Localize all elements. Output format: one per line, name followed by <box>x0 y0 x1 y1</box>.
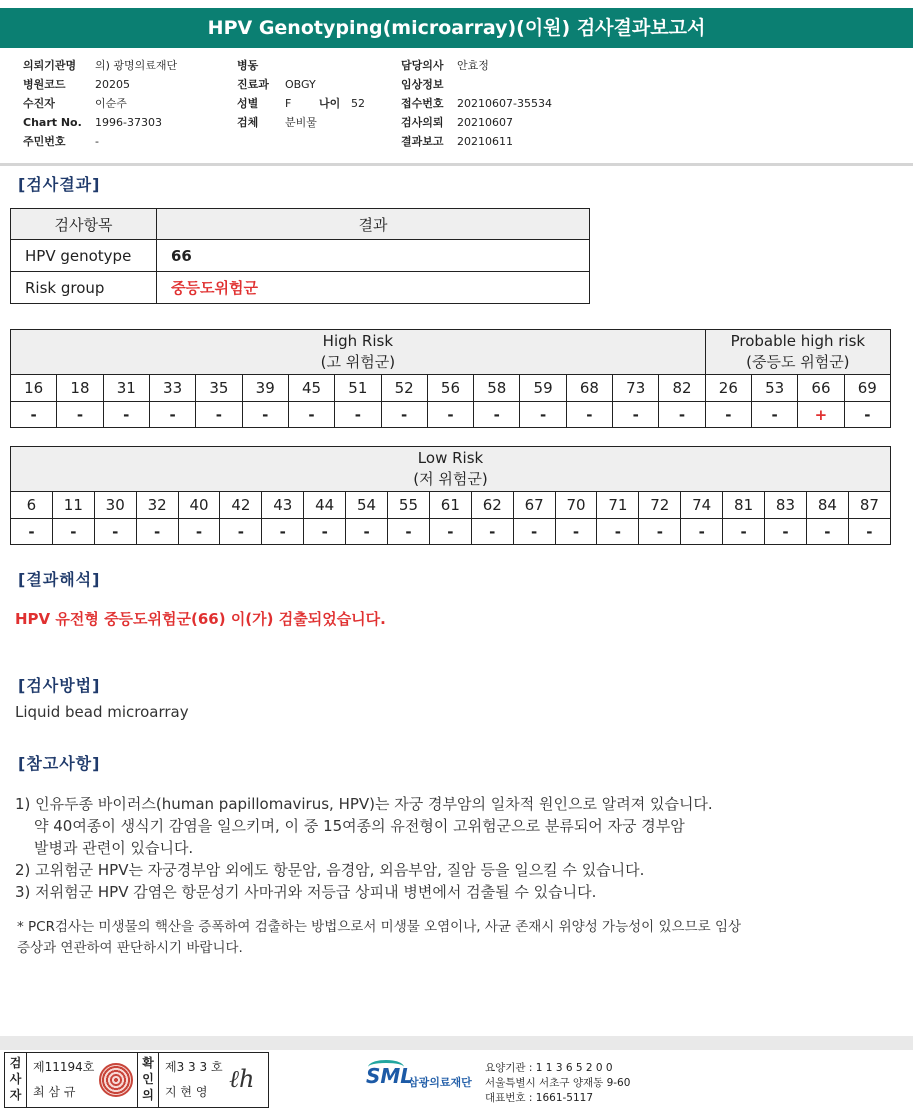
low-risk-sublabel: (저 위험군) <box>413 470 488 488</box>
genotype-mark: - <box>752 402 798 428</box>
genotype-mark: - <box>346 519 388 545</box>
genotype-number: 62 <box>471 492 513 519</box>
meta-value: 20210607-35534 <box>457 97 552 110</box>
low-risk-header <box>11 447 891 492</box>
meta-value: 이순주 <box>95 97 127 110</box>
meta-value: 20205 <box>95 78 130 91</box>
genotype-number: 42 <box>220 492 262 519</box>
lab-info <box>485 1061 630 1106</box>
section-title-result: [검사결과] <box>18 175 101 194</box>
note-line: 발병과 관련이 있습니다. <box>34 839 194 857</box>
table-row <box>11 240 590 272</box>
meta-value: - <box>95 135 99 148</box>
meta-value: 안효정 <box>457 59 489 72</box>
genotype-number: 53 <box>752 375 798 402</box>
genotype-mark-row <box>11 519 891 545</box>
genotype-mark: - <box>427 402 473 428</box>
confirmer-name: 지 현 영 <box>165 1085 208 1099</box>
genotype-mark: - <box>388 519 430 545</box>
genotype-mark: - <box>659 402 705 428</box>
genotype-mark: - <box>262 519 304 545</box>
genotype-mark: - <box>765 519 807 545</box>
genotype-mark: - <box>471 519 513 545</box>
meta-label: 의뢰기관명 <box>23 59 77 72</box>
lab-phone: 대표번호 : 1661-5117 <box>485 1092 594 1104</box>
genotype-mark: - <box>136 519 178 545</box>
genotype-mark: - <box>242 402 288 428</box>
table-row <box>11 272 590 304</box>
genotype-number-row <box>11 375 891 402</box>
age-value: 52 <box>351 97 365 110</box>
genotype-mark: - <box>520 402 566 428</box>
result-item: HPV genotype <box>11 240 157 272</box>
genotype-mark: - <box>597 519 639 545</box>
meta-label: 병동 <box>237 59 259 72</box>
probable-risk-header <box>705 330 890 375</box>
genotype-mark: - <box>555 519 597 545</box>
result-genotype-value: 66 <box>157 240 590 272</box>
meta-value: 20210607 <box>457 116 513 129</box>
section-title-interpretation: [결과해석] <box>18 570 101 589</box>
meta-value: 의) 광명의료재단 <box>95 59 178 72</box>
genotype-mark: - <box>613 402 659 428</box>
header-divider <box>0 163 913 166</box>
result-risk-value: 중등도위험군 <box>157 272 590 304</box>
meta-value: 분비물 <box>285 116 317 129</box>
genotype-number: 84 <box>806 492 848 519</box>
genotype-number: 45 <box>288 375 334 402</box>
genotype-mark: - <box>196 402 242 428</box>
genotype-number: 68 <box>566 375 612 402</box>
result-header-value: 결과 <box>157 209 590 240</box>
genotype-mark: - <box>304 519 346 545</box>
genotype-number: 58 <box>474 375 520 402</box>
genotype-number: 67 <box>513 492 555 519</box>
tester-label <box>5 1053 27 1107</box>
genotype-number: 55 <box>388 492 430 519</box>
genotype-mark: - <box>57 402 103 428</box>
genotype-positive-mark: + <box>798 402 844 428</box>
footnote <box>17 917 897 959</box>
meta-label: 성별 <box>237 97 259 110</box>
genotype-mark-row <box>11 402 891 428</box>
genotype-number: 59 <box>520 375 566 402</box>
result-header-item: 검사항목 <box>11 209 157 240</box>
high-risk-sublabel: (고 위험군) <box>320 353 396 371</box>
genotype-number: 33 <box>149 375 195 402</box>
genotype-number: 16 <box>11 375 57 402</box>
genotype-number: 72 <box>639 492 681 519</box>
meta-label: 주민번호 <box>23 135 66 148</box>
genotype-number: 83 <box>765 492 807 519</box>
genotype-number: 81 <box>723 492 765 519</box>
lab-address: 서울특별시 서초구 양재동 9-60 <box>485 1077 631 1089</box>
genotype-number: 66 <box>798 375 844 402</box>
genotype-number: 6 <box>11 492 53 519</box>
age-label: 나이 <box>319 97 341 110</box>
genotype-number-row <box>11 492 891 519</box>
genotype-number: 70 <box>555 492 597 519</box>
probable-risk-label: Probable high risk <box>730 332 866 350</box>
genotype-mark: - <box>429 519 471 545</box>
genotype-mark: - <box>178 519 220 545</box>
genotype-number: 39 <box>242 375 288 402</box>
genotype-number: 51 <box>335 375 381 402</box>
result-item: Risk group <box>11 272 157 304</box>
genotype-mark: - <box>11 402 57 428</box>
meta-value: 20210611 <box>457 135 513 148</box>
meta-label: 결과보고 <box>401 135 444 148</box>
meta-label: 담당의사 <box>401 59 444 72</box>
meta-label: 검사의뢰 <box>401 116 444 129</box>
genotype-mark: - <box>149 402 195 428</box>
footer-divider <box>0 1036 913 1050</box>
meta-label: 병원코드 <box>23 78 66 91</box>
signature-box <box>4 1052 269 1108</box>
genotype-number: 56 <box>427 375 473 402</box>
note-line: 2) 고위험군 HPV는 자궁경부암 외에도 항문암, 음경암, 외음부암, 질암 등을 일으킬 수 있습니다. <box>15 861 645 879</box>
genotype-mark: - <box>705 402 751 428</box>
genotype-number: 30 <box>94 492 136 519</box>
genotype-number: 43 <box>262 492 304 519</box>
notes-list <box>15 793 713 903</box>
genotype-mark: - <box>723 519 765 545</box>
genotype-mark: - <box>94 519 136 545</box>
meta-column-2: 병동 진료과 OBGY 성별 F 나이 52 검체 분비물 <box>237 56 365 132</box>
seal-icon <box>99 1063 133 1097</box>
lab-code: 요양기관 : 1 1 3 6 5 2 0 0 <box>485 1062 613 1074</box>
genotype-number: 31 <box>103 375 149 402</box>
meta-value: OBGY <box>285 78 316 91</box>
confirmer-license: 제3 3 3 호 <box>165 1060 223 1074</box>
confirmer-label-text: 확인의 <box>142 1056 154 1102</box>
note-line: 3) 저위험군 HPV 감염은 항문성기 사마귀와 저등급 상피내 병변에서 검출될 수 있습니다. <box>15 883 597 901</box>
genotype-number: 11 <box>52 492 94 519</box>
genotype-number: 40 <box>178 492 220 519</box>
high-risk-table <box>10 329 891 428</box>
genotype-mark: - <box>681 519 723 545</box>
tester-license: 제11194호 <box>33 1060 95 1074</box>
genotype-number: 74 <box>681 492 723 519</box>
genotype-mark: - <box>288 402 334 428</box>
interpretation-text: HPV 유전형 중등도위험군(66) 이(가) 검출되었습니다. <box>15 610 386 628</box>
genotype-number: 82 <box>659 375 705 402</box>
genotype-number: 69 <box>844 375 890 402</box>
high-risk-label: High Risk <box>322 332 394 350</box>
low-risk-table <box>10 446 891 545</box>
genotype-number: 26 <box>705 375 751 402</box>
lab-logo <box>366 1060 476 1100</box>
genotype-mark: - <box>848 519 890 545</box>
genotype-mark: - <box>566 402 612 428</box>
genotype-mark: - <box>52 519 94 545</box>
section-title-method: [검사방법] <box>18 676 101 695</box>
genotype-number: 35 <box>196 375 242 402</box>
high-risk-header <box>11 330 706 375</box>
genotype-mark: - <box>844 402 890 428</box>
probable-risk-sublabel: (중등도 위험군) <box>746 353 850 371</box>
meta-value: 1996-37303 <box>95 116 162 129</box>
genotype-number: 61 <box>429 492 471 519</box>
report-title: HPV Genotyping(microarray)(이원) 검사결과보고서 <box>0 8 913 48</box>
meta-label: Chart No. <box>23 116 82 129</box>
genotype-number: 52 <box>381 375 427 402</box>
method-text: Liquid bead microarray <box>15 703 189 721</box>
meta-column-1 <box>23 56 177 151</box>
genotype-number: 18 <box>57 375 103 402</box>
meta-label: 검체 <box>237 116 259 129</box>
lab-name: 삼광의료재단 <box>408 1076 472 1089</box>
genotype-number: 44 <box>304 492 346 519</box>
signature-icon: ℓh <box>229 1065 255 1093</box>
meta-label: 수진자 <box>23 97 55 110</box>
note-line: 1) 인유두종 바이러스(human papillomavirus, HPV)는 자궁 경부암의 일차적 원인으로 알려져 있습니다. <box>15 795 713 813</box>
genotype-mark: - <box>220 519 262 545</box>
genotype-mark: - <box>335 402 381 428</box>
genotype-mark: - <box>513 519 555 545</box>
genotype-mark: - <box>103 402 149 428</box>
confirmer-label <box>137 1053 159 1107</box>
result-table <box>10 208 590 304</box>
genotype-mark: - <box>474 402 520 428</box>
section-title-notes: [참고사항] <box>18 754 101 773</box>
footnote-line: * PCR검사는 미생물의 핵산을 증폭하여 검출하는 방법으로서 미생물 오염이나, 사균 존재시 위양성 가능성이 있으므로 임상 <box>17 919 742 935</box>
tester-label-text: 검사자 <box>9 1056 22 1102</box>
genotype-number: 54 <box>346 492 388 519</box>
genotype-number: 87 <box>848 492 890 519</box>
genotype-number: 71 <box>597 492 639 519</box>
meta-column-3 <box>401 56 552 151</box>
genotype-number: 32 <box>136 492 178 519</box>
genotype-mark: - <box>639 519 681 545</box>
tester-name: 최 삼 규 <box>33 1085 76 1099</box>
meta-label: 접수번호 <box>401 97 444 110</box>
genotype-number: 73 <box>613 375 659 402</box>
genotype-mark: - <box>381 402 427 428</box>
genotype-mark: - <box>11 519 53 545</box>
note-line: 약 40여종이 생식기 감염을 일으키며, 이 중 15여종의 유전형이 고위험군으로 분류되어 자궁 경부암 <box>34 817 685 835</box>
low-risk-label: Low Risk <box>417 449 484 467</box>
footnote-line: 증상과 연관하여 판단하시기 바랍니다. <box>17 940 243 956</box>
meta-label: 진료과 <box>237 78 269 91</box>
genotype-mark: - <box>806 519 848 545</box>
logo-text: SML <box>366 1064 414 1088</box>
meta-label: 임상정보 <box>401 78 444 91</box>
